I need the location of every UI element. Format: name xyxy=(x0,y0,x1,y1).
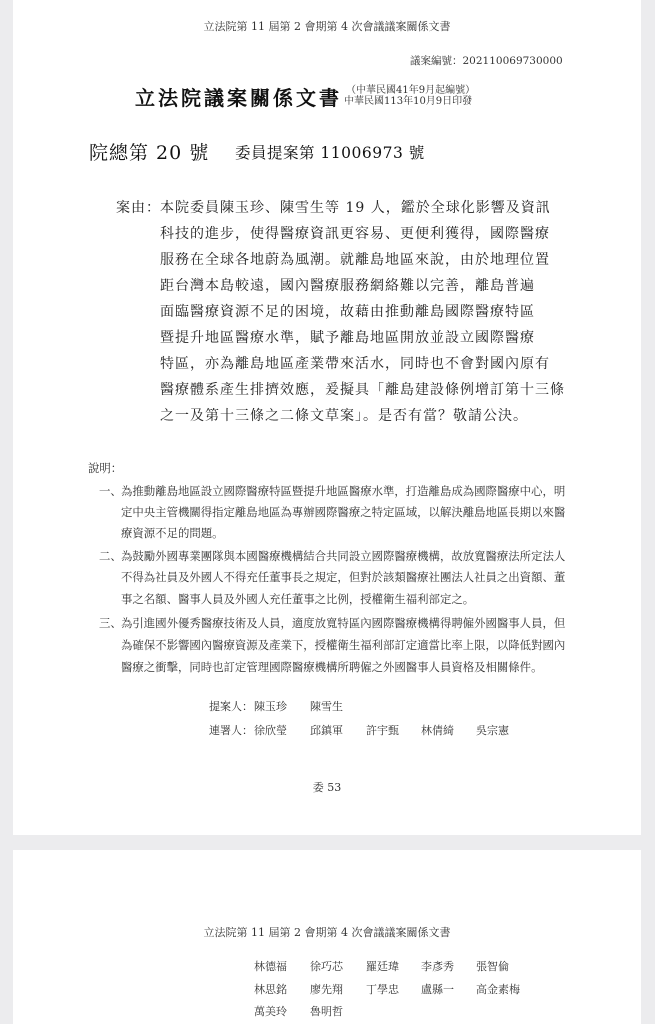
subject-line: 面臨醫療資源不足的困境，故藉由推動離島國際醫療特區 xyxy=(160,304,535,320)
edition-note: （中華民國41年9月起編號） xyxy=(346,85,476,96)
cosigner-name: 萬美玲 xyxy=(254,1005,287,1018)
explanation-line: 為引進國外優秀醫療技術及人員，適度放寬特區內國際醫療機構得聘僱外國醫事人員，但 xyxy=(121,616,566,630)
subject-label: 案由： xyxy=(116,200,161,216)
cosigner-name: 羅廷瑋 xyxy=(366,960,399,973)
proposal-number: 委員提案第 11006973 號 xyxy=(235,144,425,162)
cosigner-name: 許宇甄 xyxy=(366,724,399,737)
subject-line: 之一及第十三條之二條文草案」。是否有當？敬請公決。 xyxy=(160,408,528,424)
explanation-line: 不得為社員及外國人不得充任董事長之規定，但對於該類醫療社團法人社員之出資額、董 xyxy=(121,570,566,584)
subject-line: 特區，亦為離島地區產業帶來活水，同時也不會對國內原有 xyxy=(160,356,550,372)
print-date: 中華民國113年10月9日印發 xyxy=(344,96,473,107)
cosigner-name: 吳宗憲 xyxy=(476,724,509,737)
cosigner-name: 丁學忠 xyxy=(366,983,399,996)
subject-line: 醫療體系產生排擠效應，爰擬具「離島建設條例增訂第十三條 xyxy=(160,382,565,398)
cosigner-name: 邱鎮軍 xyxy=(310,724,343,737)
cosigner-name: 高金素梅 xyxy=(476,983,520,996)
explanation-line: 醫療之衝擊，同時也訂定管理國際醫療機構所聘僱之外國醫事人員資格及相關條件。 xyxy=(121,660,543,674)
cosigner-name: 廖先翔 xyxy=(310,983,343,996)
explanation-line: 定中央主管機關得指定離島地區為專辦國際醫療之特定區域，以解決離島地區長期以來醫 xyxy=(121,505,566,519)
document-page-1 xyxy=(13,0,641,835)
explanation-line: 療資源不足的問題。 xyxy=(121,526,224,540)
proposer-name: 陳玉珍 xyxy=(254,700,287,713)
cosigner-name: 張智倫 xyxy=(476,960,509,973)
cosigner-label: 連署人： xyxy=(209,724,253,737)
cosigner-name: 徐巧芯 xyxy=(310,960,343,973)
subject-line: 服務在全球各地蔚為風潮。就離島地區來說，由於地理位置 xyxy=(160,252,550,268)
explanation-item-number: 二、 xyxy=(99,549,122,563)
cosigner-name: 魯明哲 xyxy=(310,1005,343,1018)
cosigner-name: 李彥秀 xyxy=(421,960,454,973)
cosigner-name: 盧縣一 xyxy=(421,983,454,996)
explanation-line: 為鼓勵外國專業團隊與本國醫療機構結合共同設立國際醫療機構，故放寬醫療法所定法人 xyxy=(121,549,566,563)
doc-title: 立法院議案關係文書 xyxy=(135,86,342,110)
explanation-label: 說明： xyxy=(88,461,123,475)
explanation-line: 為推動離島地區設立國際醫療特區暨提升地區醫療水準，打造離島成為國際醫療中心，明 xyxy=(121,484,566,498)
subject-line: 本院委員陳玉珍、陳雪生等 19 人，鑑於全球化影響及資訊 xyxy=(160,200,551,216)
page-number: 委 53 xyxy=(312,781,342,794)
cosigner-name: 林倩綺 xyxy=(421,724,454,737)
subject-line: 暨提升地區醫療水準，賦予離島地區開放並設立國際醫療 xyxy=(160,330,535,346)
explanation-item-number: 一、 xyxy=(99,484,122,498)
running-head: 立法院第 11 屆第 2 會期第 4 次會議議案關係文書 xyxy=(203,20,451,33)
document-page-2 xyxy=(13,850,641,1024)
subject-line: 科技的進步，使得醫療資訊更容易、更便利獲得，國際醫療 xyxy=(160,226,550,242)
proposer-name: 陳雪生 xyxy=(310,700,343,713)
running-head: 立法院第 11 屆第 2 會期第 4 次會議議案關係文書 xyxy=(203,926,451,939)
proposer-label: 提案人： xyxy=(209,700,253,713)
bill-number: 議案編號：202110069730000 xyxy=(410,55,563,67)
cosigner-name: 林思銘 xyxy=(254,983,287,996)
explanation-line: 事之名額、醫事人員及外國人充任董事之比例，授權衛生福利部定之。 xyxy=(121,592,475,606)
yuan-number: 院總第 20 號 xyxy=(89,142,210,164)
explanation-line: 為確保不影響國內醫療資源及產業下，授權衛生福利部訂定適當比率上限，以降低對國內 xyxy=(121,638,566,652)
explanation-item-number: 三、 xyxy=(99,616,122,630)
cosigner-name: 徐欣瑩 xyxy=(254,724,287,737)
subject-line: 距台灣本島較遠，國內醫療服務網絡難以完善，離島普遍 xyxy=(160,278,535,294)
cosigner-name: 林德福 xyxy=(254,960,287,973)
